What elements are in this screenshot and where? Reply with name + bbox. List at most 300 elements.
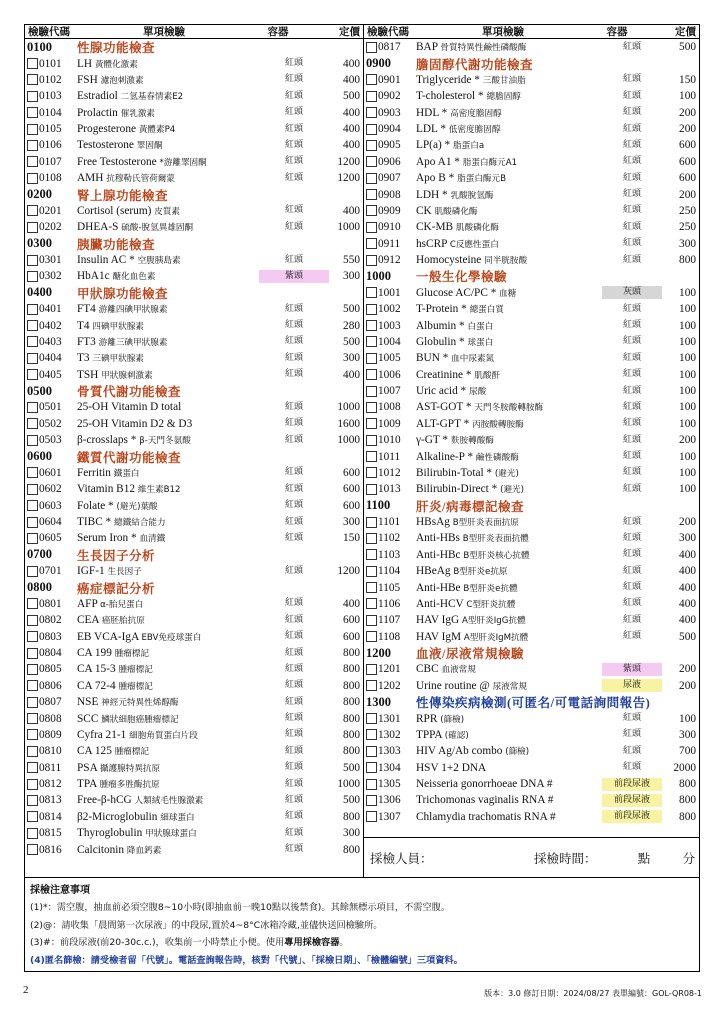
test-checkbox[interactable]	[27, 615, 38, 626]
test-checkbox[interactable]	[366, 386, 377, 397]
test-price: 500	[343, 794, 360, 807]
test-name-zh: 天門冬胺酸轉胺酶	[474, 403, 544, 414]
test-row	[364, 792, 699, 808]
test-row	[25, 809, 363, 825]
test-name	[77, 320, 259, 332]
test-name-zh: 總膽固醇	[486, 92, 521, 103]
test-name-en: Calcitonin	[77, 843, 125, 856]
test-name-zh: α-胎兒蛋白	[100, 599, 144, 610]
test-name-zh: A型肝炎IgM抗體	[463, 632, 529, 643]
test-name-zh: 抗穆勒氏管荷爾蒙	[106, 174, 175, 185]
test-name-zh: 肌酸磷化酶	[434, 206, 478, 217]
test-name	[77, 778, 259, 790]
test-code: 1107	[378, 614, 401, 627]
test-price: 600	[679, 172, 696, 185]
test-name	[416, 762, 602, 774]
test-name	[416, 434, 602, 446]
test-row	[364, 563, 699, 579]
test-checkbox[interactable]	[366, 222, 377, 233]
test-checkbox[interactable]	[27, 566, 38, 577]
header-tube: 容器	[267, 26, 289, 38]
test-code: 0817	[378, 41, 401, 54]
test-row	[25, 792, 363, 808]
section-code: 1000	[366, 268, 391, 283]
section-header	[25, 285, 363, 301]
test-checkbox[interactable]	[27, 336, 38, 347]
test-name-en: HBsAg	[416, 516, 450, 529]
test-price: 600	[679, 155, 696, 168]
test-price: 150	[343, 532, 360, 545]
test-checkbox[interactable]	[366, 369, 377, 380]
test-checkbox[interactable]	[366, 156, 377, 167]
test-row	[25, 841, 363, 857]
test-price: 200	[679, 679, 696, 692]
test-row	[364, 432, 699, 448]
test-checkbox[interactable]	[366, 517, 377, 528]
test-row	[25, 645, 363, 661]
test-checkbox[interactable]	[366, 107, 377, 118]
test-checkbox[interactable]	[27, 435, 38, 446]
test-checkbox[interactable]	[366, 287, 377, 298]
test-checkbox[interactable]	[27, 271, 38, 282]
test-name-en: CA 125	[77, 745, 112, 758]
test-checkbox[interactable]	[27, 140, 38, 151]
test-checkbox[interactable]	[366, 467, 377, 478]
test-name-zh: B型肝炎e抗原	[453, 567, 508, 578]
test-name	[77, 663, 259, 675]
test-name-en: HbA1c	[77, 270, 110, 283]
test-row	[25, 760, 363, 776]
test-price: 100	[679, 450, 696, 463]
section-header	[25, 448, 363, 464]
test-name-en: Anti-HBc	[416, 548, 461, 561]
test-checkbox[interactable]	[27, 811, 38, 822]
test-checkbox[interactable]	[27, 844, 38, 855]
test-checkbox[interactable]	[27, 255, 38, 266]
test-checkbox[interactable]	[27, 517, 38, 528]
test-price: 150	[679, 73, 696, 86]
test-checkbox[interactable]	[366, 173, 377, 184]
test-checkbox[interactable]	[366, 451, 377, 462]
section-code: 1100	[366, 498, 391, 513]
test-name-zh: 血清鐵	[139, 534, 166, 545]
test-checkbox[interactable]	[366, 320, 377, 331]
test-name-zh: 肌酸磷化酶	[455, 223, 499, 234]
test-code: 0909	[378, 204, 401, 217]
test-name-en: Free-β-hCG	[77, 794, 132, 807]
section-header	[25, 39, 363, 55]
test-code: 0816	[39, 843, 62, 856]
test-name-zh: 乳酸脫氫酶	[450, 190, 494, 201]
test-checkbox[interactable]	[27, 746, 38, 757]
section-code: 0900	[366, 56, 391, 71]
test-checkbox[interactable]	[27, 795, 38, 806]
tube-type: 紅頭	[622, 614, 641, 625]
test-checkbox[interactable]	[366, 91, 377, 102]
test-name-zh: 皮質素	[154, 206, 180, 217]
test-row	[364, 760, 699, 776]
test-code: 1307	[378, 810, 401, 823]
tube-type: 灰頭	[602, 286, 662, 299]
test-checkbox[interactable]	[366, 402, 377, 413]
test-price: 1200	[337, 565, 360, 578]
test-name-en: CBC	[416, 663, 439, 676]
test-price: 1600	[337, 417, 360, 430]
test-row	[364, 727, 699, 743]
test-price: 1000	[337, 434, 360, 447]
test-name-zh: β-天門冬氨酸	[139, 436, 191, 447]
test-price: 400	[343, 597, 360, 610]
test-name-zh: 腫瘤標記	[114, 649, 150, 660]
test-checkbox[interactable]	[366, 598, 377, 609]
page-number: 2	[23, 984, 29, 996]
test-name	[77, 696, 259, 708]
test-checkbox[interactable]	[27, 369, 38, 380]
test-name-en: Insulin AC *	[77, 254, 135, 267]
test-name	[416, 713, 602, 725]
test-checkbox[interactable]	[27, 779, 38, 790]
test-checkbox[interactable]	[366, 746, 377, 757]
test-checkbox[interactable]	[27, 58, 38, 69]
tube-type: 紅頭	[284, 500, 303, 511]
test-name	[416, 303, 602, 315]
test-name	[77, 352, 259, 364]
test-checkbox[interactable]	[27, 91, 38, 102]
test-checkbox[interactable]	[366, 205, 377, 216]
test-row	[25, 252, 363, 268]
tube-type: 紅頭	[284, 369, 303, 380]
test-checkbox[interactable]	[27, 205, 38, 216]
test-price: 1200	[337, 155, 360, 168]
tube-type: 紅頭	[284, 631, 303, 642]
tube-type: 紅頭	[284, 729, 303, 740]
test-checkbox[interactable]	[27, 418, 38, 429]
section-title: 骨質代謝功能檢查	[77, 385, 182, 400]
test-checkbox[interactable]	[27, 729, 38, 740]
tube-type: 紅頭	[284, 221, 303, 232]
test-checkbox[interactable]	[366, 549, 377, 560]
test-row	[364, 367, 699, 383]
test-checkbox[interactable]	[27, 467, 38, 478]
test-name	[416, 516, 602, 528]
test-checkbox[interactable]	[27, 697, 38, 708]
test-checkbox[interactable]	[366, 304, 377, 315]
test-checkbox[interactable]	[366, 713, 377, 724]
test-checkbox[interactable]	[366, 255, 377, 266]
test-price: 100	[679, 352, 696, 365]
test-row	[25, 481, 363, 497]
tube-type: 紅頭	[284, 483, 303, 494]
test-checkbox[interactable]	[366, 238, 377, 249]
test-checkbox[interactable]	[27, 156, 38, 167]
tube-type: 紅頭	[622, 598, 641, 609]
test-checkbox[interactable]	[366, 811, 377, 822]
test-name	[416, 614, 602, 626]
test-checkbox[interactable]	[27, 598, 38, 609]
test-checkbox[interactable]	[366, 680, 377, 691]
test-checkbox[interactable]	[27, 648, 38, 659]
test-name	[416, 598, 602, 610]
test-name-en: CA 199	[77, 647, 112, 660]
tube-type: 紅頭	[622, 238, 641, 249]
test-checkbox[interactable]	[366, 353, 377, 364]
test-name-en: 25-OH Vitamin D total	[77, 401, 182, 414]
test-price: 1200	[337, 172, 360, 185]
test-checkbox[interactable]	[27, 74, 38, 85]
test-code: 0809	[39, 728, 62, 741]
test-checkbox[interactable]	[366, 42, 377, 53]
test-price: 500	[679, 630, 696, 643]
test-code: 1106	[378, 597, 401, 610]
test-checkbox[interactable]	[366, 533, 377, 544]
test-checkbox[interactable]	[366, 566, 377, 577]
hour-label: 點	[637, 850, 651, 866]
tube-type: 紅頭	[622, 451, 641, 462]
test-price: 200	[679, 123, 696, 136]
test-row	[25, 350, 363, 366]
test-name-en: Estradiol	[77, 90, 118, 103]
test-name-en: HAV IgG	[416, 614, 460, 627]
tube-type: 紅頭	[622, 205, 641, 216]
test-row	[364, 383, 699, 399]
test-name	[416, 172, 602, 184]
test-checkbox[interactable]	[27, 828, 38, 839]
test-code: 1010	[378, 434, 401, 447]
header-tube: 容器	[606, 26, 628, 38]
tube-type: 紅頭	[284, 434, 303, 445]
test-name-zh: (避光)葉酸	[116, 501, 158, 512]
tube-type: 紅頭	[284, 680, 303, 691]
test-name	[77, 811, 259, 823]
test-checkbox[interactable]	[27, 173, 38, 184]
test-checkbox[interactable]	[366, 664, 377, 675]
note-2: (2)@：請收集「晨間第一次尿液」的中段尿,置於4~8°C冰箱冷藏,並儘快送回檢驗所。	[30, 919, 383, 931]
test-checkbox[interactable]	[27, 664, 38, 675]
test-name	[77, 418, 259, 430]
test-name	[77, 794, 259, 806]
test-code: 0805	[39, 663, 62, 676]
test-checkbox[interactable]	[27, 484, 38, 495]
test-name-zh: 總蛋白質	[469, 305, 504, 316]
test-checkbox[interactable]	[27, 762, 38, 773]
test-row	[364, 399, 699, 415]
tube-type: 紅頭	[284, 303, 303, 314]
tube-type: 紅頭	[284, 156, 303, 167]
test-row	[364, 121, 699, 137]
test-code: 1011	[378, 450, 401, 463]
test-checkbox[interactable]	[366, 631, 377, 642]
test-name-en: γ-GT *	[416, 434, 449, 447]
test-name	[416, 483, 602, 495]
test-name-zh: 細球蛋白	[160, 812, 195, 823]
test-name-en: Neisseria gonorrhoeae DNA #	[416, 778, 553, 791]
test-checkbox[interactable]	[366, 418, 377, 429]
test-name	[77, 467, 259, 479]
test-code: 1304	[378, 761, 401, 774]
test-name-en: LH	[77, 57, 93, 70]
test-name	[77, 827, 259, 839]
test-row	[364, 317, 699, 333]
test-name-zh: 黃體化激素	[94, 59, 138, 70]
test-code: 0912	[378, 254, 401, 267]
test-price: 200	[679, 106, 696, 119]
test-code: 0605	[39, 532, 62, 545]
test-price: 300	[343, 352, 360, 365]
section-code: 1200	[366, 645, 391, 660]
tube-type: 紅頭	[284, 320, 303, 331]
test-price: 2000	[673, 761, 696, 774]
tube-type: 前段尿液	[602, 794, 662, 807]
test-name-en: Uric acid *	[416, 385, 467, 398]
notes-title: 採檢注意事項	[30, 885, 90, 896]
test-name-zh: C反應性蛋白	[449, 239, 499, 250]
test-row	[25, 170, 363, 186]
test-name-en: Testosterone	[77, 139, 134, 152]
version-info: 版本：3.0 修訂日期：2024/08/27 表單編號：GOL-QR08-1	[484, 989, 702, 998]
section-title: 甲狀腺功能檢查	[77, 286, 169, 301]
test-checkbox[interactable]	[27, 713, 38, 724]
test-name-en: Triglyceride *	[416, 73, 480, 86]
test-name-en: Creatinine *	[416, 368, 472, 381]
test-name	[77, 401, 259, 413]
test-name-en: T4	[77, 319, 90, 332]
test-checkbox[interactable]	[27, 304, 38, 315]
test-checkbox[interactable]	[27, 402, 38, 413]
note-4: (4)匿名篩檢：請受檢者留「代號」。電話查詢報告時，核對「代號」、「採檢日期」、「檢體編號」三項資料。	[30, 954, 463, 966]
test-checkbox[interactable]	[27, 222, 38, 233]
tube-type: 紅頭	[284, 123, 303, 134]
test-checkbox[interactable]	[27, 124, 38, 135]
test-name-zh: 三酸甘油脂	[482, 75, 526, 86]
test-price: 1000	[337, 221, 360, 234]
test-checkbox[interactable]	[366, 435, 377, 446]
test-name	[416, 189, 602, 201]
test-checkbox[interactable]	[366, 336, 377, 347]
section-header	[25, 579, 363, 595]
test-name	[416, 794, 602, 806]
test-price: 300	[343, 516, 360, 529]
test-name-zh: 鱗狀細胞癌腫瘤標記	[101, 714, 179, 725]
test-price: 400	[679, 548, 696, 561]
test-name-zh: B型肝炎e抗體	[463, 583, 518, 594]
test-checkbox[interactable]	[27, 107, 38, 118]
test-checkbox[interactable]	[366, 484, 377, 495]
test-row	[25, 530, 363, 546]
test-row	[364, 186, 699, 202]
test-checkbox[interactable]	[366, 615, 377, 626]
test-name-en: Apo B *	[416, 172, 455, 185]
section-title: 腎上腺功能檢查	[77, 188, 169, 203]
test-name	[416, 156, 602, 168]
test-price: 280	[343, 319, 360, 332]
test-checkbox[interactable]	[27, 353, 38, 364]
test-row	[364, 809, 699, 825]
test-price: 100	[679, 417, 696, 430]
test-row	[25, 612, 363, 628]
test-row	[364, 530, 699, 546]
section-code: 1300	[366, 694, 391, 709]
test-checkbox[interactable]	[366, 762, 377, 773]
test-code: 1202	[378, 679, 401, 692]
tube-type: 紅頭	[284, 418, 303, 429]
test-name	[77, 58, 259, 70]
test-name	[77, 221, 259, 233]
tube-type: 紅頭	[284, 844, 303, 855]
test-name-zh: 骨質特異性鹼性磷酸酶	[440, 43, 527, 54]
test-name-zh: 脂蛋白酶元A1	[462, 157, 518, 168]
test-checkbox[interactable]	[366, 189, 377, 200]
test-checkbox[interactable]	[366, 140, 377, 151]
tube-type: 紅頭	[622, 90, 641, 101]
section-header	[25, 547, 363, 563]
test-name-zh: 血中尿素氮	[451, 354, 495, 365]
test-checkbox[interactable]	[27, 631, 38, 642]
test-checkbox[interactable]	[27, 500, 38, 511]
test-price: 100	[679, 90, 696, 103]
test-name	[77, 729, 259, 741]
test-name	[77, 107, 259, 119]
test-name-zh: 游離四碘甲狀腺素	[98, 305, 168, 316]
test-price: 600	[343, 630, 360, 643]
test-code: 1008	[378, 401, 401, 414]
test-row	[25, 432, 363, 448]
test-name-en: SCC	[77, 712, 99, 725]
test-checkbox[interactable]	[366, 582, 377, 593]
test-name	[416, 238, 602, 250]
test-checkbox[interactable]	[27, 680, 38, 691]
test-checkbox[interactable]	[366, 779, 377, 790]
tube-type: 紅頭	[622, 762, 641, 773]
test-name-zh: 醣化血色素	[112, 272, 156, 283]
test-name	[416, 385, 602, 397]
test-name-en: T-cholesterol *	[416, 90, 484, 103]
test-name-en: LP(a) *	[416, 139, 451, 152]
test-name	[77, 123, 259, 135]
test-name-zh: (篩檢)	[505, 747, 530, 758]
section-title: 性腺功能檢查	[77, 41, 156, 56]
test-name-en: 25-OH Vitamin D2 & D3	[77, 417, 193, 430]
section-code: 0700	[27, 547, 52, 562]
test-checkbox[interactable]	[366, 729, 377, 740]
section-header	[364, 55, 699, 71]
test-row	[364, 334, 699, 350]
test-checkbox[interactable]	[27, 533, 38, 544]
test-name	[77, 680, 259, 692]
test-code: 1101	[378, 516, 401, 529]
test-price: 300	[679, 728, 696, 741]
test-price: 500	[679, 41, 696, 54]
test-name-zh: 血糖	[499, 288, 517, 299]
test-name-zh: A型肝炎IgG抗體	[462, 616, 526, 627]
test-code: 1302	[378, 728, 401, 741]
test-checkbox[interactable]	[366, 124, 377, 135]
tube-type: 紅頭	[622, 139, 641, 150]
test-name-zh: 降血鈣素	[126, 845, 162, 856]
test-name	[77, 631, 259, 643]
test-name	[77, 90, 259, 102]
test-row	[364, 301, 699, 317]
test-checkbox[interactable]	[366, 795, 377, 806]
test-checkbox[interactable]	[27, 320, 38, 331]
left-column	[25, 25, 364, 877]
test-price: 200	[679, 434, 696, 447]
test-code: 1108	[378, 630, 401, 643]
test-code: 0201	[39, 204, 62, 217]
section-title: 癌症標記分析	[77, 581, 156, 596]
test-name	[77, 254, 259, 266]
test-checkbox[interactable]	[366, 74, 377, 85]
tube-type: 紅頭	[622, 385, 641, 396]
